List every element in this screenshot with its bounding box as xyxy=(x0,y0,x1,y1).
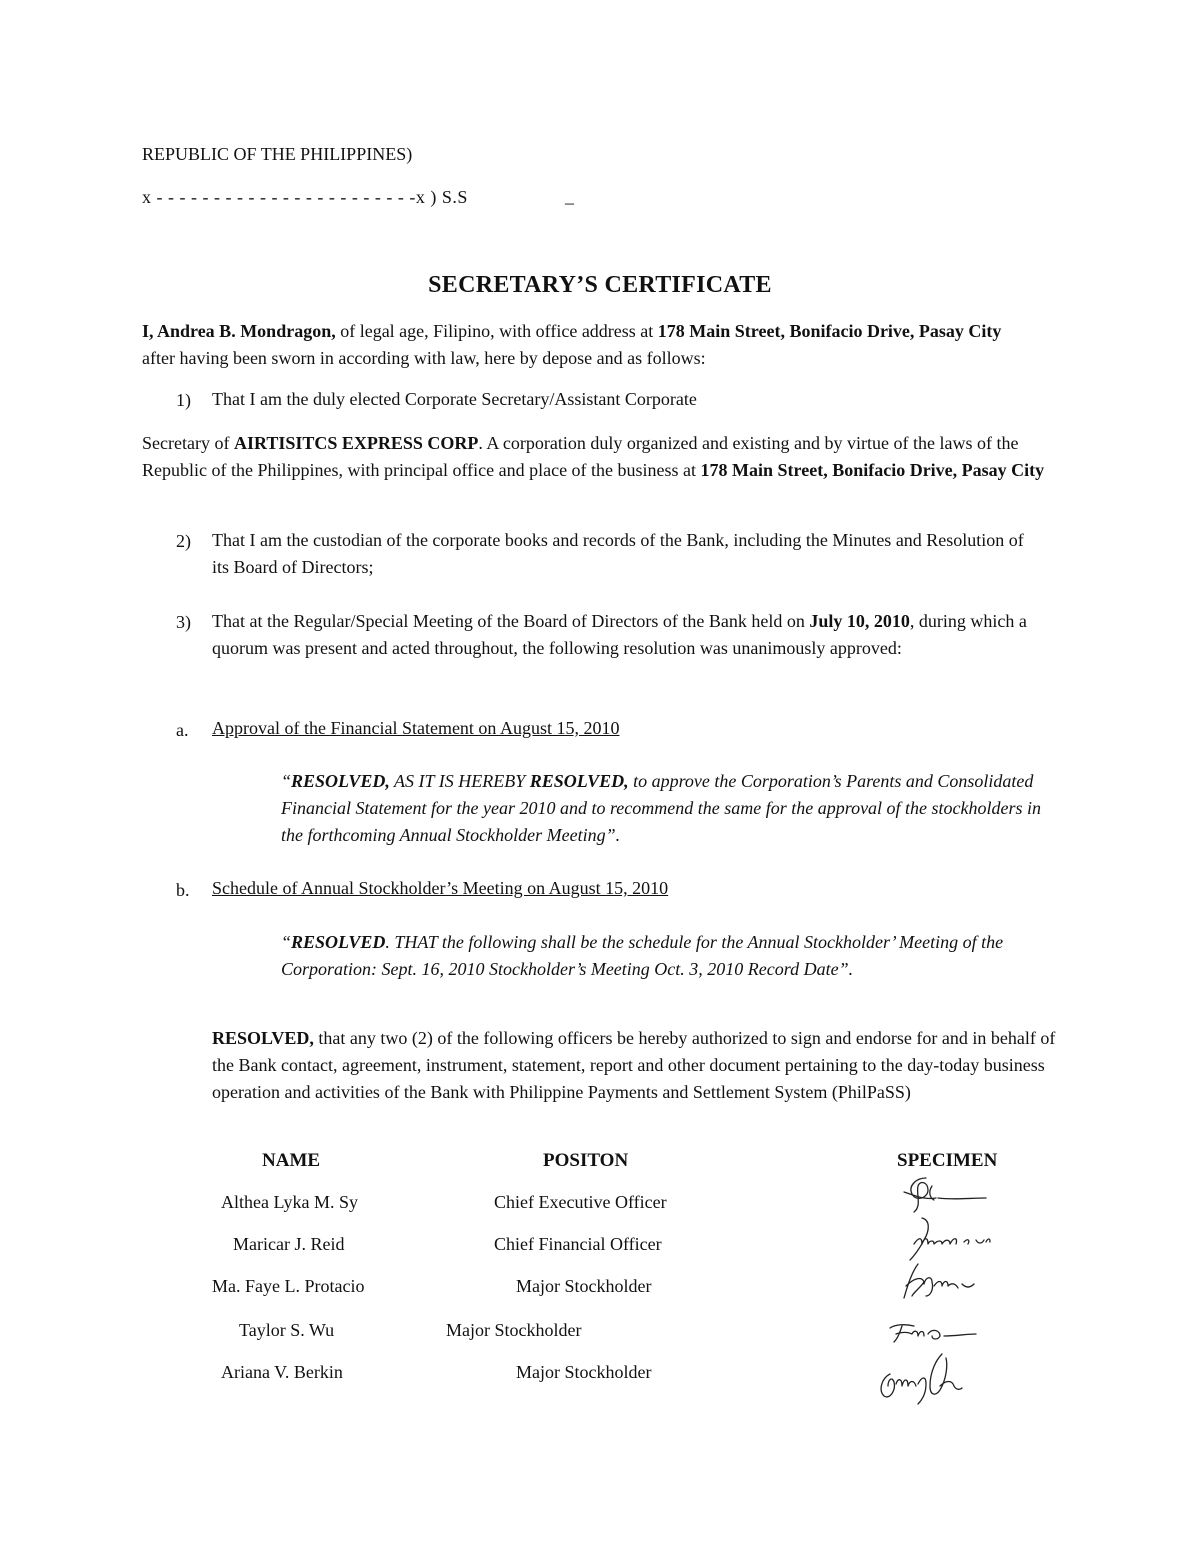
officer-name: Althea Lyka M. Sy xyxy=(221,1192,358,1212)
officer-name: Ma. Faye L. Protacio xyxy=(212,1276,365,1296)
item-a-letter: a. xyxy=(176,720,189,740)
resolved-keyword: RESOLVED, xyxy=(212,1028,314,1048)
item-b-heading: Schedule of Annual Stockholder’s Meeting on August 15, 2010 xyxy=(212,878,669,898)
quote-open: “ xyxy=(281,932,292,952)
item-b-resolution xyxy=(281,929,1051,983)
signature-specimen xyxy=(898,1172,990,1214)
officer-position: Major Stockholder xyxy=(446,1320,582,1340)
item-3-text-end: , during which a quorum was present and acted throughout, the following resolution was unanimously approved: xyxy=(212,611,1027,658)
officer-name: Maricar J. Reid xyxy=(233,1234,345,1254)
item-3-text-start: That at the Regular/Special Meeting of the Board of Directors of the Bank held on xyxy=(212,611,810,631)
column-header-name: NAME xyxy=(262,1150,321,1171)
officer-position: Chief Financial Officer xyxy=(494,1234,662,1254)
resolved-keyword: RESOLVED, xyxy=(529,771,629,791)
officer-position: Chief Executive Officer xyxy=(494,1192,667,1212)
venue-line: REPUBLIC OF THE PHILIPPINES) xyxy=(142,144,413,164)
resolution-text: to approve the Corporation’s Parents and Consolidated Financial Statement for the year 2010 and to recommend the same for the approval of the stockholders in the forthcoming Annual Stockholder Meeting”. xyxy=(281,771,1042,845)
signature-specimen xyxy=(876,1350,978,1406)
quote-open: “ xyxy=(281,771,292,791)
item-3-text xyxy=(212,608,1062,662)
intro-paragraph xyxy=(142,318,1022,372)
resolution-text: . THAT the following shall be the schedule for the Annual Stockholder’ Meeting of the Corporation: Sept. 16, 2010 Stockholder’s Meeting Oct. 3, 2010 Record Date”. xyxy=(281,932,1004,979)
meeting-date: July 10, 2010 xyxy=(809,611,910,631)
signature-specimen xyxy=(900,1262,982,1302)
item-2-number: 2) xyxy=(176,531,191,551)
item-1-text: That I am the duly elected Corporate Secretary/Assistant Corporate xyxy=(212,389,697,409)
authorization-text: that any two (2) of the following officers be hereby authorized to sign and endorse for and in behalf of the Bank contact, agreement, instrument, statement, report and other document pertaining to the day-today business operation and activities of the Bank with Philippine Payments and Settlement System (PhilPaSS) xyxy=(212,1028,1056,1102)
column-header-position: POSITON xyxy=(543,1150,629,1171)
resolution-text-mid: AS IT IS HEREBY xyxy=(389,771,530,791)
column-header-specimen: SPECIMEN xyxy=(897,1150,998,1171)
corp-text-mid: . A corporation duly organized and existing and by virtue of the laws of the Republic of the Philippines, with principal office and place of the business at xyxy=(142,433,1019,480)
item-a-resolution xyxy=(281,768,1061,849)
document-title: SECRETARY’S CERTIFICATE xyxy=(428,272,772,298)
affiant-name: I, Andrea B. Mondragon, xyxy=(142,321,336,341)
item-b-letter: b. xyxy=(176,880,190,900)
item-2-text: That I am the custodian of the corporate books and records of the Bank, including the Minutes and Resolution of its Board of Directors; xyxy=(212,530,1024,577)
signature-specimen xyxy=(886,1320,978,1346)
officer-name: Taylor S. Wu xyxy=(239,1320,335,1340)
office-address: 178 Main Street, Bonifacio Drive, Pasay City xyxy=(657,321,1002,341)
authorization-paragraph xyxy=(212,1025,1062,1106)
corporation-paragraph xyxy=(142,430,1054,484)
ss-line: x - - - - - - - - - - - - - - - - - - - - - - -x ) S.S xyxy=(142,187,468,207)
item-3-number: 3) xyxy=(176,612,191,632)
officer-name: Ariana V. Berkin xyxy=(221,1362,343,1382)
corp-text: Secretary of xyxy=(142,433,234,453)
corporation-name: AIRTISITCS EXPRESS CORP xyxy=(233,433,479,453)
resolved-keyword: RESOLVED xyxy=(291,932,386,952)
item-1-number: 1) xyxy=(176,390,191,410)
officer-position: Major Stockholder xyxy=(516,1362,652,1382)
intro-text-end: after having been sworn in according with law, here by depose and as follows: xyxy=(142,348,706,368)
resolved-keyword: RESOLVED, xyxy=(291,771,390,791)
principal-address: 178 Main Street, Bonifacio Drive, Pasay City xyxy=(700,460,1045,480)
intro-text: of legal age, Filipino, with office address at xyxy=(335,321,658,341)
ss-mark: _ xyxy=(565,186,574,206)
officer-position: Major Stockholder xyxy=(516,1276,652,1296)
item-a-heading: Approval of the Financial Statement on August 15, 2010 xyxy=(212,718,620,738)
signature-specimen xyxy=(906,1214,996,1262)
